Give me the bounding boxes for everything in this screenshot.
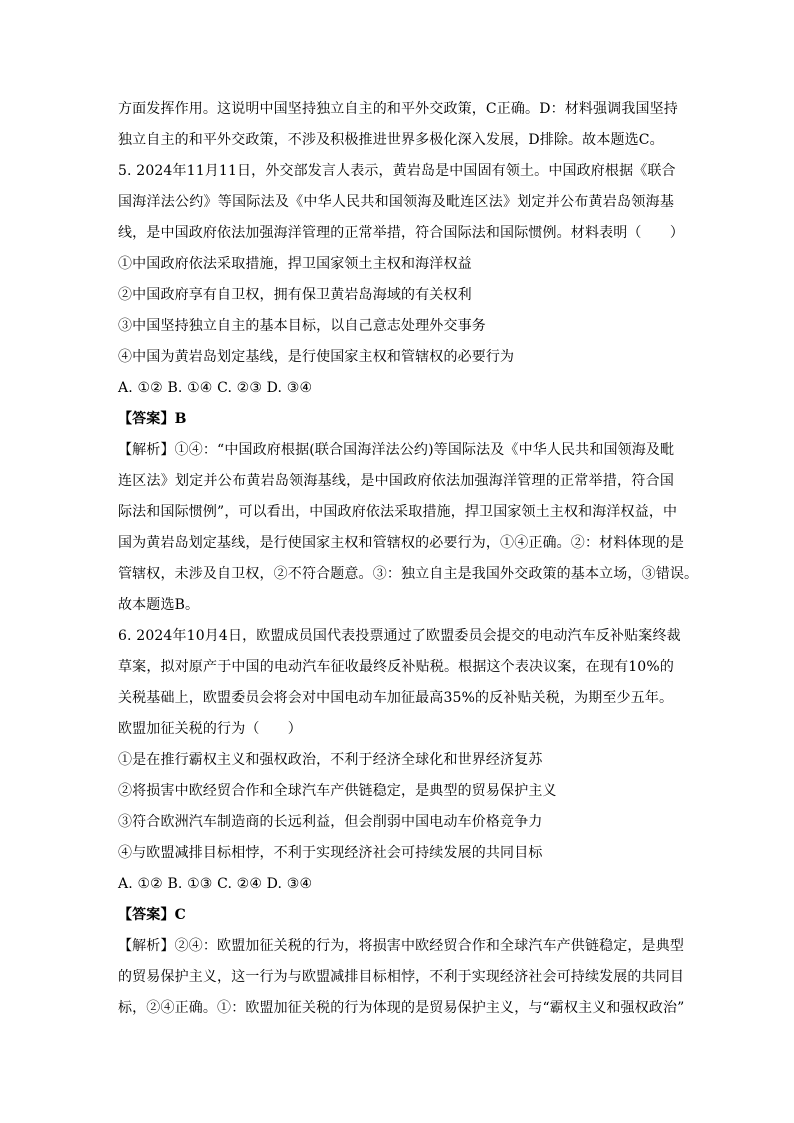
analysis-text: 连区法》划定并公布黄岩岛领海基线，是中国政府依法加强海洋管理的正常举措，符合国 <box>118 473 674 489</box>
analysis-text: 标，②④正确。①：欧盟加征关税的行为体现的是贸易保护主义，与“霸权主义和强权政治” <box>118 1000 685 1016</box>
answer-label: 【答案】C <box>118 907 186 923</box>
option-statement: ③符合欧洲汽车制造商的长远利益，但会削弱中国电动车价格竞争力 <box>118 814 543 830</box>
option-statement: ②将损害中欧经贸合作和全球汽车产供链稳定，是典型的贸易保护主义 <box>118 783 557 799</box>
text-line: 草案，拟对原产于中国的电动汽车征收最终反补贴税。根据这个表决议案，在现有10%的 <box>118 659 674 675</box>
answer-label: 【答案】B <box>118 411 187 427</box>
analysis-text: 的贸易保护主义，这一行为与欧盟减排目标相悖，不利于实现经济社会可持续发展的共同目 <box>118 969 684 985</box>
option-statement: ①中国政府依法采取措施，捍卫国家领土主权和海洋权益 <box>118 256 472 272</box>
analysis-text: 故本题选B。 <box>118 597 200 613</box>
analysis-text: 管辖权，未涉及自卫权，②不符合题意。③：独立自主是我国外交政策的基本立场，③错误。 <box>118 566 699 582</box>
text-line: 独立自主的和平外交政策，不涉及积极推进世界多极化深入发展，D排除。故本题选C。 <box>118 132 664 148</box>
text-line: 关税基础上，欧盟委员会将会对中国电动车加征最高35%的反补贴关税，为期至少五年。 <box>118 690 674 706</box>
question-5-stem: 5. 2024年11月11日，外交部发言人表示，黄岩岛是中国固有领土。中国政府根据《联合 <box>118 163 676 179</box>
analysis-text: 国为黄岩岛划定基线，是行使国家主权和管辖权的必要行为，①④正确。②：材料体现的是 <box>118 535 684 551</box>
analysis-text: 际法和国际惯例”，可以看出，中国政府依法采取措施，捍卫国家领土主权和海洋权益，中 <box>118 504 678 520</box>
text-line: 方面发挥作用。这说明中国坚持独立自主的和平外交政策，C正确。D：材料强调我国坚持 <box>118 101 678 117</box>
option-statement: ③中国坚持独立自主的基本目标，以自己意志处理外交事务 <box>118 318 486 334</box>
question-6-stem: 6. 2024年10月4日，欧盟成员国代表投票通过了欧盟委员会提交的电动汽车反补贴案终裁 <box>118 628 681 644</box>
text-line: 线，是中国政府依法加强海洋管理的正常举措，符合国际法和国际惯例。材料表明（ ） <box>118 225 684 241</box>
answer-choices: A. ①② B. ①③ C. ②④ D. ③④ <box>118 876 313 892</box>
option-statement: ④中国为黄岩岛划定基线，是行使国家主权和管辖权的必要行为 <box>118 349 515 365</box>
text-line: 国海洋法公约》等国际法及《中华人民共和国领海及毗连区法》划定并公布黄岩岛领海基 <box>118 194 674 210</box>
text-line: 欧盟加征关税的行为（ ） <box>118 721 302 737</box>
analysis-text: 【解析】②④：欧盟加征关税的行为，将损害中欧经贸合作和全球汽车产供链稳定，是典型 <box>118 938 684 954</box>
option-statement: ①是在推行霸权主义和强权政治，不利于经济全球化和世界经济复苏 <box>118 752 543 768</box>
option-statement: ④与欧盟减排目标相悖，不利于实现经济社会可持续发展的共同目标 <box>118 845 543 861</box>
answer-choices: A. ①② B. ①④ C. ②③ D. ③④ <box>118 380 313 396</box>
analysis-text: 【解析】①④：“中国政府根据(联合国海洋法公约)等国际法及《中华人民共和国领海及毗 <box>118 442 675 458</box>
option-statement: ②中国政府享有自卫权，拥有保卫黄岩岛海域的有关权利 <box>118 287 472 303</box>
